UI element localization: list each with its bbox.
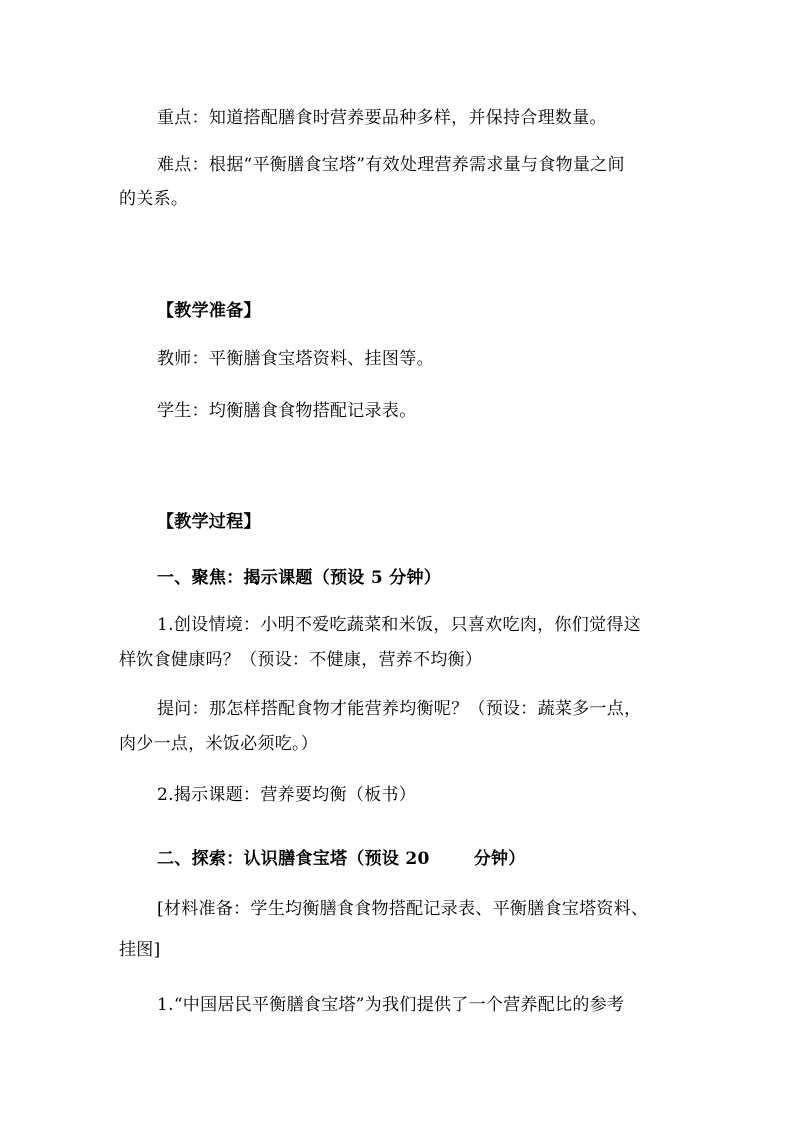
section2-heading-part-a: 二、探索：认识膳食宝塔（预设 20 (157, 849, 430, 869)
process-heading: 【教学过程】 (157, 512, 261, 532)
section1-heading: 一、聚焦：揭示课题（预设 5 分钟） (157, 568, 442, 588)
difficulty-text-line2: 的关系。 (119, 189, 189, 209)
key-point-text: 重点：知道搭配膳食时营养要品种多样，并保持合理数量。 (157, 108, 607, 128)
prep-heading: 【教学准备】 (157, 301, 261, 321)
pyramid-text-line: 1.“中国居民平衡膳食宝塔”为我们提供了一个营养配比的参考 (157, 995, 625, 1015)
item1-text-line1: 1.创设情境：小明不爱吃蔬菜和米饭，只喜欢吃肉，你们觉得这 (157, 615, 641, 635)
prep-teacher-text: 教师：平衡膳食宝塔资料、挂图等。 (157, 349, 434, 369)
question-text-line1: 提问：那怎样搭配食物才能营养均衡呢？（预设：蔬菜多一点， (157, 699, 642, 719)
item2-text: 2.揭示课题：营养要均衡（板书） (157, 785, 417, 805)
materials-text-line2: 挂图] (119, 940, 161, 960)
section2-heading (157, 847, 679, 871)
difficulty-text-line1: 难点：根据“平衡膳食宝塔”有效处理营养需求量与食物量之间 (157, 155, 625, 175)
section2-heading-part-b: 分钟） (473, 849, 526, 869)
item1-text-line2: 样饮食健康吗？（预设：不健康，营养不均衡） (119, 650, 483, 670)
materials-text-line1: [材料准备：学生均衡膳食食物搭配记录表、平衡膳食宝塔资料、 (157, 899, 649, 919)
question-text-line2: 肉少一点，米饭必须吃。） (119, 734, 319, 754)
prep-student-text: 学生：均衡膳食食物搭配记录表。 (157, 401, 417, 421)
